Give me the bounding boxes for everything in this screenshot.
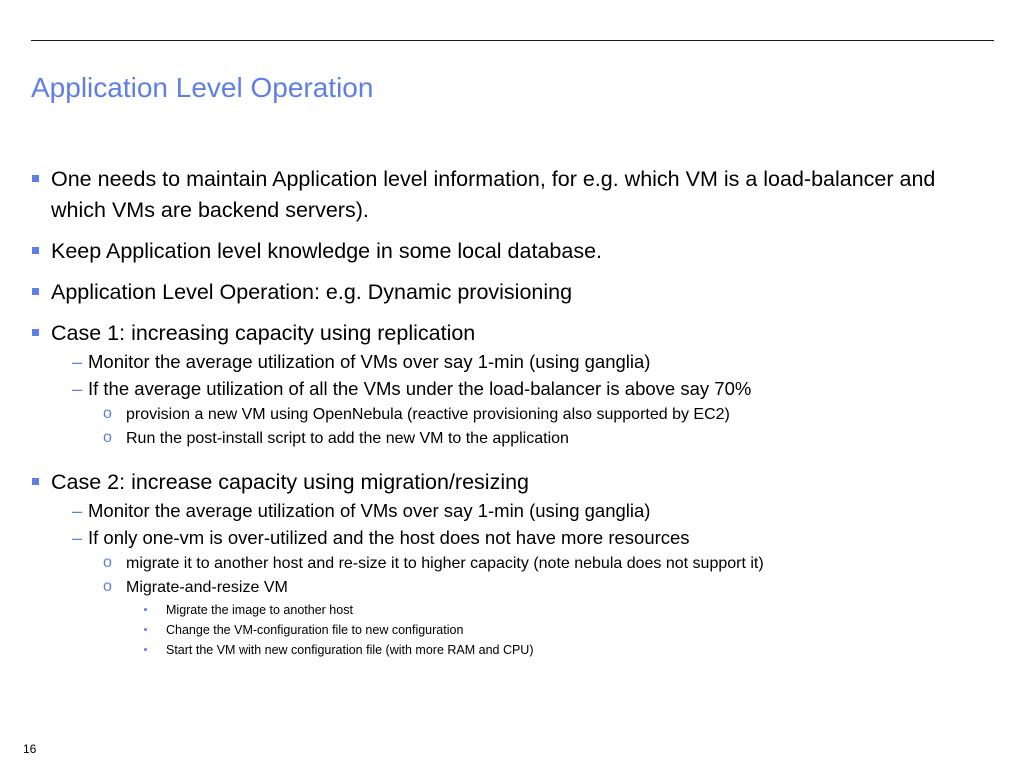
- square-bullet-icon: [32, 247, 39, 254]
- circle-bullet-icon: o: [103, 578, 112, 595]
- bullet-text: Application Level Operation: e.g. Dynamic provisioning: [51, 280, 573, 304]
- detail-bullet-text: Start the VM with new configuration file (with more RAM and CPU): [166, 643, 534, 657]
- sub-sub-bullet: [103, 403, 991, 427]
- bullet-1: [31, 164, 991, 226]
- bullet-5: [31, 467, 991, 498]
- square-bullet-icon: [32, 478, 39, 485]
- sub-sub-bullet-text: Run the post-install script to add the new VM to the application: [126, 430, 569, 447]
- circle-bullet-icon: o: [103, 429, 112, 446]
- page-number: 16: [23, 742, 37, 756]
- sub-bullet: [72, 498, 991, 524]
- bullet-5-group: [31, 467, 991, 660]
- dot-bullet-icon: [144, 648, 147, 651]
- square-bullet-icon: [32, 288, 39, 295]
- sub-bullet-text: If only one-vm is over-utilized and the host does not have more resources: [88, 527, 690, 548]
- slide-title: Application Level Operation: [31, 72, 374, 103]
- circle-bullet-icon: o: [103, 405, 112, 422]
- detail-bullet: [144, 640, 991, 660]
- sub-sub-bullet-text: provision a new VM using OpenNebula (reactive provisioning also supported by EC2): [126, 406, 730, 423]
- bullet-4-group: [31, 318, 991, 451]
- bullet-2: [31, 236, 991, 267]
- sub-sub-bullet: [103, 427, 991, 451]
- bullet-3: [31, 277, 991, 308]
- sub-bullet-text: If the average utilization of all the VMs under the load-balancer is above say 70%: [88, 378, 752, 399]
- sub-sub-bullet-text: migrate it to another host and re-size it to higher capacity (note nebula does not support it): [126, 555, 764, 572]
- detail-bullet-text: Migrate the image to another host: [166, 603, 353, 617]
- sub-sub-bullet: [103, 576, 991, 600]
- sub-sub-bullet-text: Migrate-and-resize VM: [126, 579, 288, 596]
- dot-bullet-icon: [144, 608, 147, 611]
- sub-bullet-text: Monitor the average utilization of VMs over say 1-min (using ganglia): [88, 351, 651, 372]
- sub-bullet: [72, 376, 991, 402]
- dash-bullet-icon: –: [72, 378, 83, 399]
- detail-bullet: [144, 620, 991, 640]
- bullet-4: [31, 318, 991, 349]
- bullet-text: Case 1: increasing capacity using replication: [51, 321, 476, 345]
- dot-bullet-icon: [144, 628, 147, 631]
- sub-bullet-text: Monitor the average utilization of VMs over say 1-min (using ganglia): [88, 500, 651, 521]
- square-bullet-icon: [32, 329, 39, 336]
- dash-bullet-icon: –: [72, 351, 83, 372]
- bullet-text: One needs to maintain Application level information, for e.g. which VM is a load-balancer and which VMs are backend servers).: [51, 167, 936, 222]
- dash-bullet-icon: –: [72, 500, 83, 521]
- top-divider: [31, 40, 994, 41]
- detail-bullet: [144, 600, 991, 620]
- sub-sub-bullet: [103, 552, 991, 576]
- slide-body: [31, 164, 991, 676]
- detail-bullet-text: Change the VM-configuration file to new configuration: [166, 623, 464, 637]
- square-bullet-icon: [32, 175, 39, 182]
- sub-bullet: [72, 525, 991, 551]
- circle-bullet-icon: o: [103, 554, 112, 571]
- sub-bullet: [72, 349, 991, 375]
- bullet-text: Case 2: increase capacity using migration/resizing: [51, 470, 530, 494]
- dash-bullet-icon: –: [72, 527, 83, 548]
- bullet-text: Keep Application level knowledge in some local database.: [51, 239, 603, 263]
